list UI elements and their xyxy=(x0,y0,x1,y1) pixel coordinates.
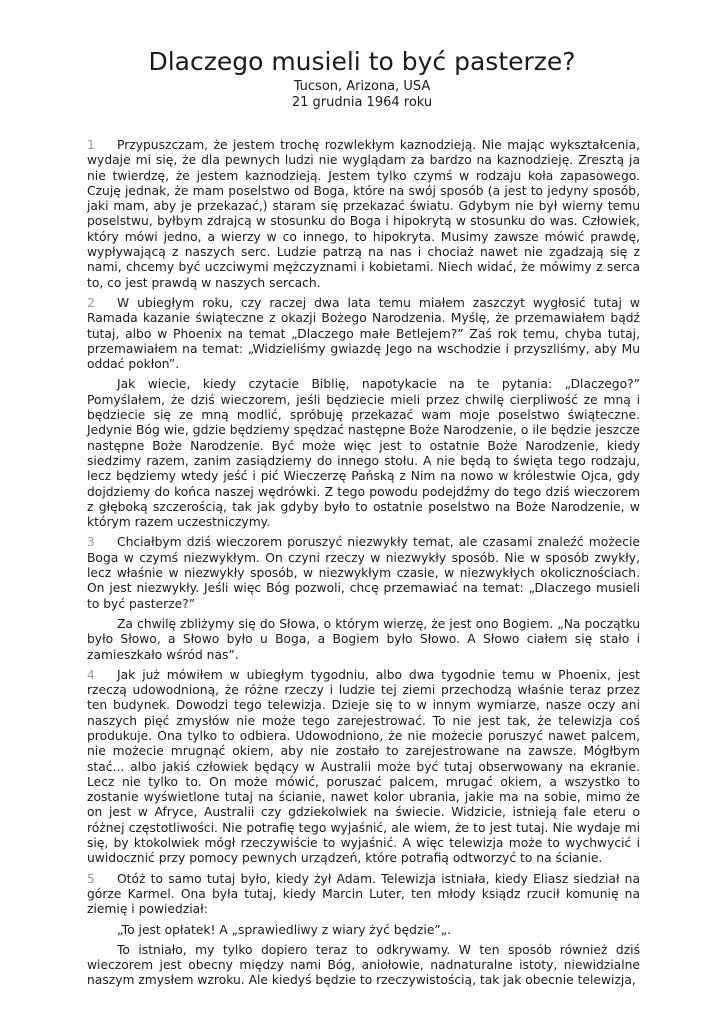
paragraph-2b xyxy=(87,377,640,530)
date-line: 21 grudnia 1964 roku xyxy=(291,95,433,110)
paragraph-1 xyxy=(87,138,640,291)
paragraph-number: 4 xyxy=(87,667,95,682)
sermon-body xyxy=(87,138,640,994)
paragraph-2 xyxy=(87,296,640,372)
paragraph-4 xyxy=(87,668,640,867)
paragraph-text: „To jest opłatek! A „sprawiedliwy z wiary żyć będzie”„. xyxy=(117,922,452,937)
paragraph-number: 2 xyxy=(87,295,95,310)
paragraph-number: 5 xyxy=(87,871,95,886)
page-title: Dlaczego musieli to być pasterze? xyxy=(148,47,576,76)
paragraph-number: 3 xyxy=(87,535,95,550)
paragraph-text: Przypuszczam, że jestem trochę rozwlekłym kaznodzieją. Nie mając wykształcenia, wydaje mi się, że dla pewnych ludzi nie wyglądam za bardzo na kaznodzieję. Zresztą ja nie twierdzę, że jestem kaznodzieją. Jestem tylko czymś w rodzaju koła zapasowego. Czuję jednak, że mam poselstwo od Boga, które na swój sposób (a jest to jedyny sposób, jaki mam, aby je przekazać,) staram się przekazać światu. Gdybym nie był wierny temu poselstwu, byłbym zdrajcą w stosunku do Boga i hipokrytą w stosunku do was. Człowiek, który mówi jedno, a wierzy w co innego, to hipokryta. Musimy zawsze mówić prawdę, wypływającą z naszych serc. Ludzie patrzą na nas i chociaż nawet nie zgadzają się z nami, chcemy być uczciwymi mężczyznami i kobietami. Niech widać, że mówimy z serca to, co jest prawdą w naszych sercach. xyxy=(87,138,640,290)
paragraph-3b xyxy=(87,617,640,663)
paragraph-text: To istniało, my tylko dopiero teraz to odkrywamy. W ten sposób również dziś wieczorem jest obecny między nami Bóg, aniołowie, nadnaturalne istoty, niewidzialne naszym zmysłem wzroku. Ale kiedyś będzie to rzeczywistością, tak jak obecnie telewizja, xyxy=(87,942,640,988)
location-line: Tucson, Arizona, USA xyxy=(293,79,431,94)
paragraph-text: W ubiegłym roku, czy raczej dwa lata temu miałem zaszczyt wygłosić tutaj w Ramada kazanie świąteczne z okazji Bożego Narodzenia. Myślę, że przemawiałem bądź tutaj, albo w Phoenix na temat „Dlaczego małe Betlejem?” Zaś rok temu, chyba tutaj, przemawiałem na temat: „Widzieliśmy gwiazdę Jego na wschodzie i przyszliśmy, aby Mu oddać pokłon”. xyxy=(87,295,640,372)
paragraph-text: Chciałbym dziś wieczorem poruszyć niezwykły temat, ale czasami znaleźć możecie Boga w czymś niezwykłym. On czyni rzeczy w niezwykły sposób. Nie w sposób zwykły, lecz właśnie w niezwykły sposób, w niezwykłym czasie, w niezwykłych okolicznościach. On jest niezwykły. Jeśli więc Bóg pozwoli, chcę przemawiać na temat: „Dlaczego musieli to być pasterze?” xyxy=(87,535,640,611)
paragraph-text: Za chwilę zbliżymy się do Słowa, o którym wierzę, że jest ono Bogiem. „Na początku było Słowo, a Słowo było u Boga, a Bogiem było Słowo. A Słowo ciałem się stało i zamieszkało wśród nas”. xyxy=(87,616,640,662)
paragraph-text: Otóż to samo tutaj było, kiedy żył Adam. Telewizja istniała, kiedy Eliasz siedział na górze Karmel. Ona była tutaj, kiedy Marcin Luter, ten młody ksiądz rzucił komunię na ziemię i powiedział: xyxy=(87,871,640,917)
paragraph-text: Jak już mówiłem w ubiegłym tygodniu, albo dwa tygodnie temu w Phoenix, jest rzeczą udowodnioną, że różne rzeczy i ludzie tej ziemi przechodzą właśnie teraz przez ten budynek. Dowodzi tego telewizja. Dzieje się to w innym wymiarze, nasze oczy ani naszych pięć zmysłów nie może tego zarejestrować. To nie jest tak, że telewizja coś produkuje. Ona tylko to odbiera. Udowodniono, że nie możecie poruszyć nawet palcem, nie możecie mrugnąć okiem, aby nie zostało to zarejestrowane na zawsze. Mógłbym stać... albo jakiś człowiek będący w Australii może być tutaj obserwowany na ekranie. Lecz nie tylko to. On może mówić, poruszać palcem, mrugać okiem, a wszystko to zostanie wyświetlone tutaj na ścianie, nawet kolor ubrania, jakie ma na sobie, mimo że on jest w Afryce, Australii czy gdziekolwiek na świecie. Widzicie, istnieją fale eteru o różnej częstotliwości. Nie potrafię tego wyjaśnić, ale wiem, że to jest tutaj. Nie wydaje mi się, by ktokolwiek mógł rzeczywiście to wyjaśnić. A więc telewizja może to wychwycić i uwidocznić przy pomocy pewnych urządzeń, które potrafią odtworzyć to na ścianie. xyxy=(87,667,640,866)
paragraph-text: Jak wiecie, kiedy czytacie Biblię, napotykacie na te pytania: „Dlaczego?” Pomyślałem, że dziś wieczorem, jeśli będziecie mieli przez chwilę cierpliwość ze mną i będziecie się ze mną modlić, spróbuję przekazać wam moje poselstwo świąteczne. Jedynie Bóg wie, gdzie będziemy spędzać następne Boże Narodzenie, o ile będzie jeszcze następne Boże Narodzenie. Być może więc jest to ostatnie Boże Narodzenie, kiedy siedzimy razem, zanim zasiądziemy do innego stołu. A nie będą to święta tego rodzaju, lecz będziemy wtedy jeść i pić Wieczerzę Pańską z Nim na nowo w królestwie Ojca, gdy dojdziemy do końca naszej wędrówki. Z tego powodu podejdźmy do tego dziś wieczorem z głęboką szczerością, tak jak gdyby było to ostatnie poselstwo na Boże Narodzenie, w którym razem uczestniczymy. xyxy=(87,377,640,530)
paragraph-quote xyxy=(87,923,640,938)
paragraph-3 xyxy=(87,535,640,611)
paragraph-number: 1 xyxy=(87,138,95,152)
paragraph-5b xyxy=(87,943,640,989)
paragraph-5 xyxy=(87,872,640,918)
